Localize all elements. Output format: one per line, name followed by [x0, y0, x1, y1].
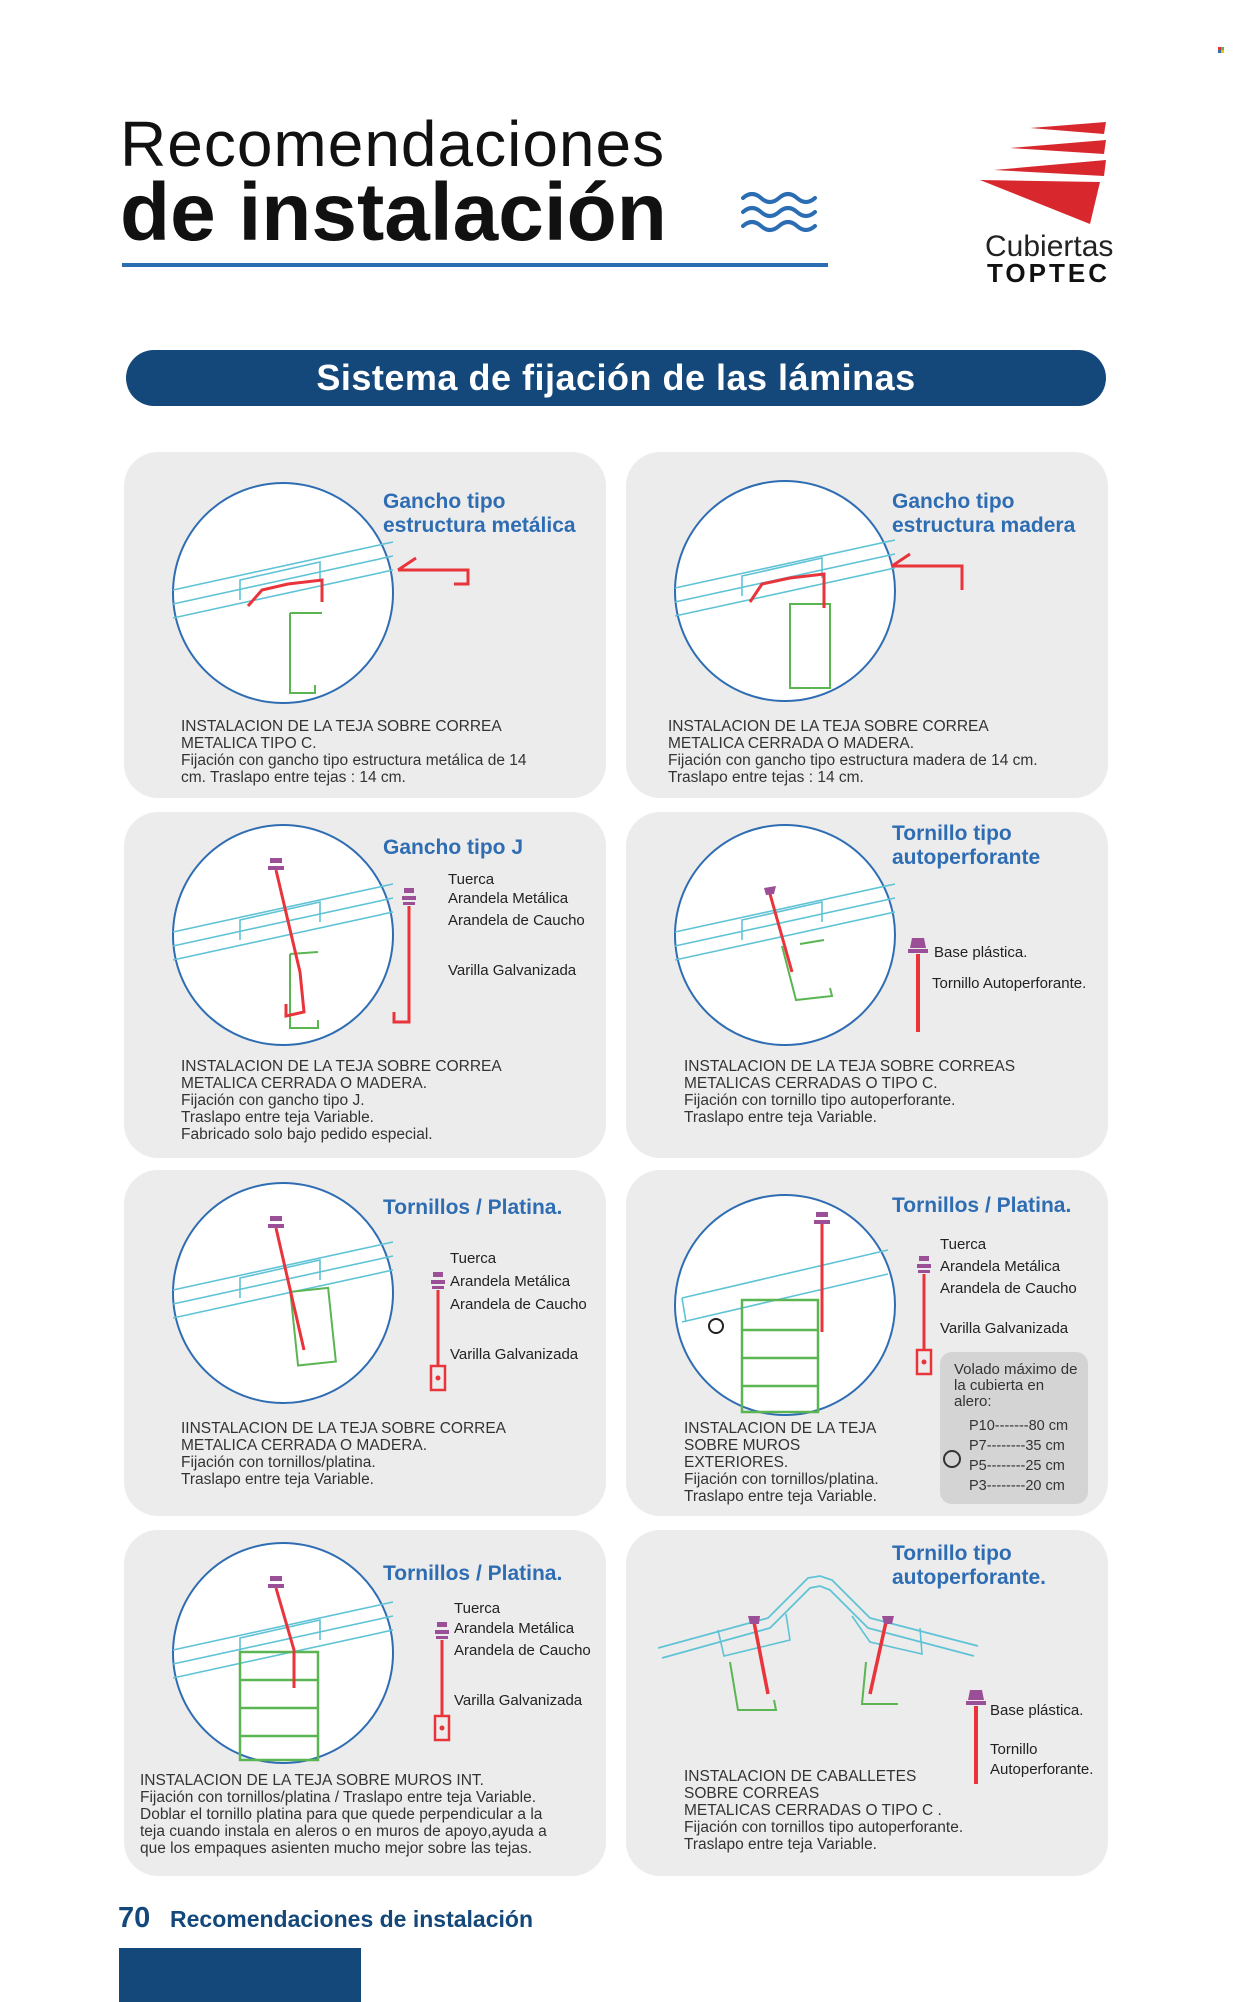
label-tuerca: Tuerca — [940, 1236, 987, 1253]
panel-title: Tornillo tipo autoperforante. — [892, 1542, 1047, 1589]
panel-description: INSTALACION DE LA TEJA SOBRE MUROS EXTERIORES. Fijación con tornillos/platina. Traslapo entre teja Variable. — [684, 1420, 879, 1505]
volado-title: Volado máximo de la cubierta en alero: — [954, 1361, 1078, 1410]
panel-description: INSTALACION DE LA TEJA SOBRE CORREA METALICA CERRADA O MADERA. Fijación con gancho tipo J. Traslapo entre teja Variable. Fabricado solo bajo pedido especial. — [181, 1058, 502, 1143]
label-arandela-metalica: Arandela Metálica — [450, 1273, 571, 1290]
label-arandela-caucho: Arandela de Caucho — [940, 1280, 1077, 1297]
detail-circle-diagram — [672, 822, 898, 1048]
waves-icon — [740, 190, 820, 241]
footer-bar — [119, 1948, 361, 2002]
label-arandela-caucho: Arandela de Caucho — [448, 912, 585, 929]
varilla-j-icon — [392, 888, 432, 1026]
logo-text-toptec: TOPTEC — [987, 258, 1110, 288]
panel-gancho-madera — [626, 452, 1108, 798]
toptec-logo-icon — [980, 118, 1108, 233]
page-number: 70 — [118, 1902, 151, 1934]
panel-title: Gancho tipo estructura metálica — [383, 490, 576, 537]
label-varilla: Varilla Galvanizada — [454, 1692, 583, 1709]
detail-circle-diagram — [672, 478, 898, 704]
volado-row-p3: P3--------20 cm — [969, 1478, 1065, 1494]
panel-title: Tornillo tipo autoperforante — [892, 822, 1041, 869]
volado-row-p5: P5--------25 cm — [969, 1458, 1065, 1474]
panel-description: IINSTALACION DE LA TEJA SOBRE CORREA METALICA CERRADA O MADERA. Fijación con tornillos/platina. Traslapo entre teja Variable. — [181, 1420, 507, 1488]
volado-maximo-box — [940, 1352, 1088, 1504]
panel-title: Gancho tipo estructura madera — [892, 490, 1076, 537]
gancho-hook-icon — [396, 552, 486, 592]
tornillo-autoperforante-icon — [964, 1690, 988, 1786]
label-arandela-metalica: Arandela Metálica — [940, 1258, 1061, 1275]
panel-title: Tornillos / Platina. — [892, 1194, 1072, 1217]
volado-row-p10: P10-------80 cm — [969, 1418, 1069, 1434]
volado-row-p7: P7--------35 cm — [969, 1438, 1065, 1454]
tornillo-platina-icon — [430, 1622, 454, 1742]
label-tuerca: Tuerca — [454, 1600, 501, 1617]
label-varilla: Varilla Galvanizada — [940, 1320, 1069, 1337]
panel-title: Tornillos / Platina. — [383, 1562, 563, 1585]
label-base-plastica: Base plástica. — [990, 1702, 1084, 1719]
page-title-line2: de instalación — [120, 167, 667, 258]
panel-tornillo-autoperforante — [626, 812, 1108, 1158]
gancho-hook-icon — [890, 550, 980, 594]
detail-circle-diagram — [672, 1192, 898, 1418]
label-base-plastica: Base plástica. — [934, 944, 1028, 961]
label-tornillo: Tornillo Autoperforante. — [932, 975, 1087, 992]
label-varilla: Varilla Galvanizada — [450, 1346, 579, 1363]
logo-text-cubiertas: Cubiertas — [985, 230, 1114, 263]
corner-mark-icon — [1218, 40, 1224, 46]
label-varilla: Varilla Galvanizada — [448, 962, 577, 979]
panel-tornillos-platina-1 — [124, 1170, 606, 1516]
tornillo-autoperforante-icon — [906, 938, 930, 1034]
detail-circle-diagram — [170, 1180, 396, 1406]
title-underline — [122, 263, 828, 267]
footer-title: Recomendaciones de instalación — [170, 1906, 534, 1932]
label-arandela-metalica: Arandela Metálica — [448, 890, 569, 907]
panel-gancho-metalica — [124, 452, 606, 798]
panel-title: Tornillos / Platina. — [383, 1196, 563, 1219]
label-arandela-caucho: Arandela de Caucho — [450, 1296, 587, 1313]
panel-description: INSTALACION DE LA TEJA SOBRE CORREA METALICA CERRADA O MADERA. Fijación con gancho tipo estructura madera de 14 cm. Traslapo entre tejas : 14 cm. — [668, 718, 1038, 786]
detail-circle-diagram — [170, 1540, 396, 1766]
panel-gancho-j — [124, 812, 606, 1158]
label-tuerca: Tuerca — [448, 871, 495, 888]
alero-circle-icon — [943, 1450, 961, 1468]
tornillo-platina-icon — [912, 1256, 936, 1376]
tornillo-platina-icon — [426, 1272, 450, 1392]
panel-description: INSTALACION DE CABALLETES SOBRE CORREAS METALICAS CERRADAS O TIPO C . Fijación con tornillos tipo autoperforante. Traslapo entre teja Variable. — [684, 1768, 964, 1853]
section-banner: Sistema de fijación de las láminas — [126, 350, 1106, 406]
label-tornillo: Tornillo Autoperforante. — [990, 1741, 1094, 1778]
panel-tornillos-platina-muros-int — [124, 1530, 606, 1876]
panel-description: INSTALACION DE LA TEJA SOBRE MUROS INT. Fijación con tornillos/platina / Traslapo entre teja Variable. Doblar el tornillo platina para que quede perpendicular a la teja cuando instala en aleros o en muros de apoyo,ayuda a que los empaques asienten mucho mejor sobre las tejas. — [140, 1772, 547, 1857]
caballete-diagram — [658, 1570, 1078, 1720]
detail-circle-diagram — [170, 480, 396, 706]
page-title-line1: Recomendaciones — [120, 108, 666, 180]
label-tuerca: Tuerca — [450, 1250, 497, 1267]
label-arandela-metalica: Arandela Metálica — [454, 1620, 575, 1637]
panel-description: INSTALACION DE LA TEJA SOBRE CORREAS METALICAS CERRADAS O TIPO C. Fijación con tornillo tipo autoperforante. Traslapo entre teja Variable. — [684, 1058, 1016, 1126]
label-arandela-caucho: Arandela de Caucho — [454, 1642, 591, 1659]
panel-title: Gancho tipo J — [383, 836, 524, 859]
panel-caballetes-autoperforante — [626, 1530, 1108, 1876]
panel-description: INSTALACION DE LA TEJA SOBRE CORREA METALICA TIPO C. Fijación con gancho tipo estructura metálica de 14 cm. Traslapo entre tejas : 14 cm. — [181, 718, 527, 786]
detail-circle-diagram — [170, 822, 396, 1048]
